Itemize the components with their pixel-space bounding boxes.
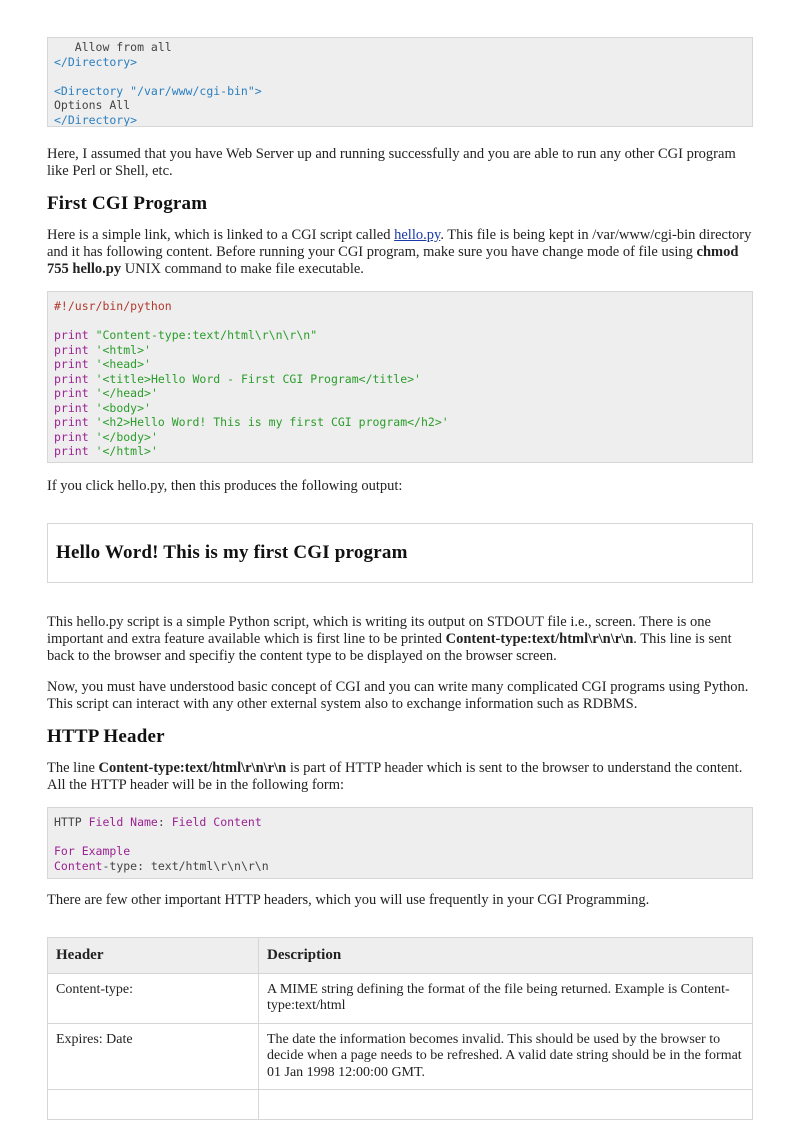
code-block-hello-py: [47, 291, 753, 463]
code-line: <Directory "/var/www/cgi-bin">: [54, 83, 262, 98]
print-keyword: print: [54, 429, 89, 444]
content-type-bold: Content-type:text/html\r\n\r\n: [445, 631, 634, 647]
code-string: '<body>': [95, 400, 151, 415]
table-row: [48, 973, 753, 1023]
code-token: For Example: [54, 844, 131, 858]
code-token: Field Content: [171, 815, 262, 829]
table-cell: Expires: Date: [48, 1023, 259, 1090]
paragraph-hello-explained: [47, 614, 753, 665]
table-header-cell: Header: [48, 938, 259, 974]
print-keyword: print: [54, 371, 89, 386]
table-header-row: [48, 938, 753, 974]
text-span: This hello.py script is a simple Python script, which is writing its output on STDOUT file i.e., screen. There is one important and extra feature available which is first line to be printed: [47, 614, 711, 647]
output-heading: Hello Word! This is my first CGI program: [56, 542, 408, 563]
table-cell: The date the information becomes invalid. This should be used by the browser to decide when a page needs to be refreshed. A valid date string should be in the format 01 Jan 1998 12:00:00 GMT.: [259, 1023, 753, 1090]
table-cell: [259, 1090, 753, 1120]
code-string: '</html>': [95, 444, 158, 458]
text-span: . This line is sent back to the browser and specifiy the content type to be displayed on the browser screen.: [47, 631, 732, 664]
code-string: '<html>': [95, 342, 151, 357]
code-string: '<title>Hello Word - First CGI Program</title>': [95, 371, 421, 386]
heading-http-header: HTTP Header: [47, 726, 165, 747]
chmod-command: chmod 755 hello.py: [47, 244, 739, 277]
paragraph-few-headers: There are few other important HTTP headers, which you will use frequently in your CGI Programming.: [47, 892, 650, 908]
table-row: [48, 1090, 753, 1120]
code-string: "Content-type:text/html\r\n\r\n": [95, 328, 318, 342]
table-cell: [48, 1090, 259, 1120]
code-token: :: [157, 815, 172, 829]
code-token: HTTP: [54, 815, 89, 829]
print-keyword: print: [54, 400, 89, 415]
paragraph-output-intro: If you click hello.py, then this produces the following output:: [47, 478, 403, 494]
print-keyword: print: [54, 386, 89, 400]
code-line: </Directory>: [54, 54, 138, 69]
table-row: [48, 1023, 753, 1090]
code-token: -type: text/html\r\n\r\n: [102, 858, 269, 873]
heading-first-cgi-program: First CGI Program: [47, 193, 208, 214]
print-keyword: print: [54, 328, 89, 342]
print-keyword: print: [54, 342, 89, 357]
content-type-bold: Content-type:text/html\r\n\r\n: [98, 760, 287, 776]
table-header-cell: Description: [259, 938, 753, 974]
code-string: '</head>': [95, 386, 158, 400]
code-token: Field Name: [88, 815, 158, 829]
code-block-http-form: [47, 807, 753, 879]
code-string: '<head>': [95, 357, 151, 371]
output-preview-box: [47, 523, 753, 583]
text-span: is part of HTTP header which is sent to the browser to understand the content. All the HTTP header will be in the following form:: [47, 760, 743, 793]
text-span: . This file is being kept in /var/www/cgi-bin directory and it has following content. Before running your CGI program, make sure you have change mode of file using: [47, 227, 752, 260]
paragraph-basic-concept: Now, you must have understood basic concept of CGI and you can write many complicated CGI programs using Python. This script can interact with any other external system also to exchange information such as RDBMS.: [47, 679, 749, 712]
code-shebang: #!/usr/bin/python: [54, 299, 172, 313]
hello-py-link[interactable]: hello.py: [394, 227, 441, 243]
code-block-apache-config: [47, 37, 753, 127]
code-line: </Directory>: [54, 112, 138, 127]
paragraph-http-header: [47, 760, 753, 794]
text-span: UNIX command to make file executable.: [121, 261, 364, 277]
text-span: The line: [47, 760, 99, 776]
code-string: '</body>': [95, 429, 158, 444]
code-line: Options All: [54, 98, 131, 112]
table-cell: A MIME string defining the format of the file being returned. Example is Content-type:text/html: [259, 973, 753, 1023]
code-string: '<h2>Hello Word! This is my first CGI program</h2>': [95, 415, 449, 429]
http-headers-table: [47, 937, 753, 1120]
code-token: Content: [54, 858, 103, 873]
print-keyword: print: [54, 415, 89, 429]
print-keyword: print: [54, 357, 89, 371]
paragraph-webserver: Here, I assumed that you have Web Server up and running successfully and you are able to run any other CGI program like Perl or Shell, etc.: [47, 146, 736, 179]
code-line: Allow from all: [54, 40, 172, 54]
table-cell: Content-type:: [48, 973, 259, 1023]
paragraph-simple-link: [47, 227, 753, 278]
text-span: Here is a simple link, which is linked to a CGI script called: [47, 227, 395, 243]
print-keyword: print: [54, 444, 89, 458]
